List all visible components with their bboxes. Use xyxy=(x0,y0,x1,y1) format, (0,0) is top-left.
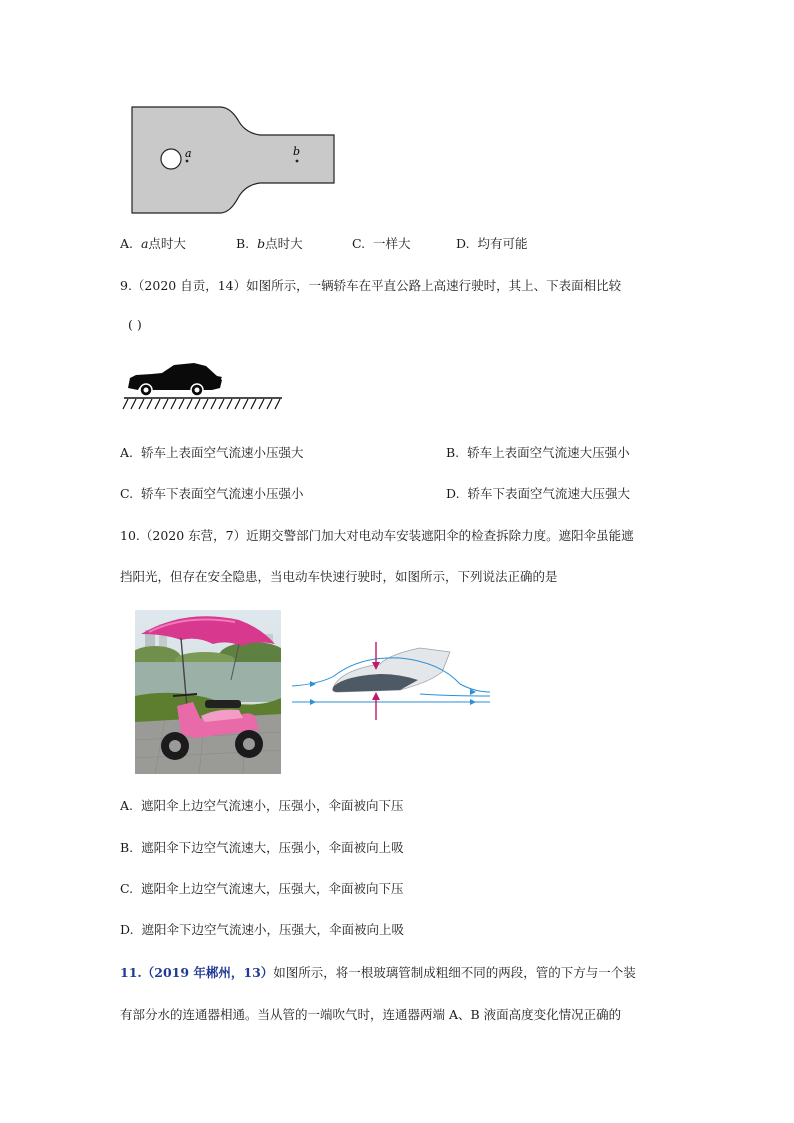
q11-stem-line1: 11.（2019 年郴州，13）如图所示，将一根玻璃管制成粗细不同的两段，管的下方与一个装 xyxy=(120,965,636,980)
q9-option-a: A. 轿车上表面空气流速小压强大 xyxy=(120,445,304,460)
airflow-diagram xyxy=(290,640,495,725)
q8-option-b: B. b点时大 xyxy=(236,236,303,251)
q8-option-c: C. 一样大 xyxy=(352,236,411,251)
q10-stem-line1: 10.（2020 东营，7）近期交警部门加大对电动车安装遮阳伞的检查拆除力度。遮阳伞虽能遮 xyxy=(120,528,634,543)
q10-option-b: B. 遮阳伞下边空气流速大，压强小，伞面被向上吸 xyxy=(120,840,404,855)
pipe-figure xyxy=(130,105,335,215)
q10-stem-line2: 挡阳光，但存在安全隐患，当电动车快速行驶时，如图所示，下列说法正确的是 xyxy=(120,569,558,584)
q11-stem-line2: 有部分水的连通器相通。当从管的一端吹气时，连通器两端 A、B 液面高度变化情况正确的 xyxy=(120,1007,622,1022)
q9-stem: 9.（2020 自贡，14）如图所示，一辆轿车在平直公路上高速行驶时，其上、下表面相比较 xyxy=(120,278,622,293)
q10-option-c: C. 遮阳伞上边空气流速大，压强大，伞面被向下压 xyxy=(120,881,404,896)
q8-option-d: D. 均有可能 xyxy=(456,236,528,251)
q8-option-a: A. a点时大 xyxy=(120,236,186,251)
scooter-umbrella-photo xyxy=(135,610,281,774)
q9-option-c: C. 轿车下表面空气流速小压强小 xyxy=(120,486,304,501)
pipe-point-a-label: a xyxy=(185,147,192,160)
q9-answer-blank: ( ) xyxy=(128,317,142,332)
q9-option-d: D. 轿车下表面空气流速大压强大 xyxy=(446,486,631,501)
car-figure xyxy=(122,360,287,412)
q9-option-b: B. 轿车上表面空气流速大压强小 xyxy=(446,445,630,460)
pipe-point-b-label: b xyxy=(293,145,301,158)
q11-source: 11.（2019 年郴州，13） xyxy=(120,965,274,980)
q10-option-d: D. 遮阳伞下边空气流速小，压强大，伞面被向上吸 xyxy=(120,922,405,937)
q10-option-a: A. 遮阳伞上边空气流速小，压强小，伞面被向下压 xyxy=(120,798,404,813)
